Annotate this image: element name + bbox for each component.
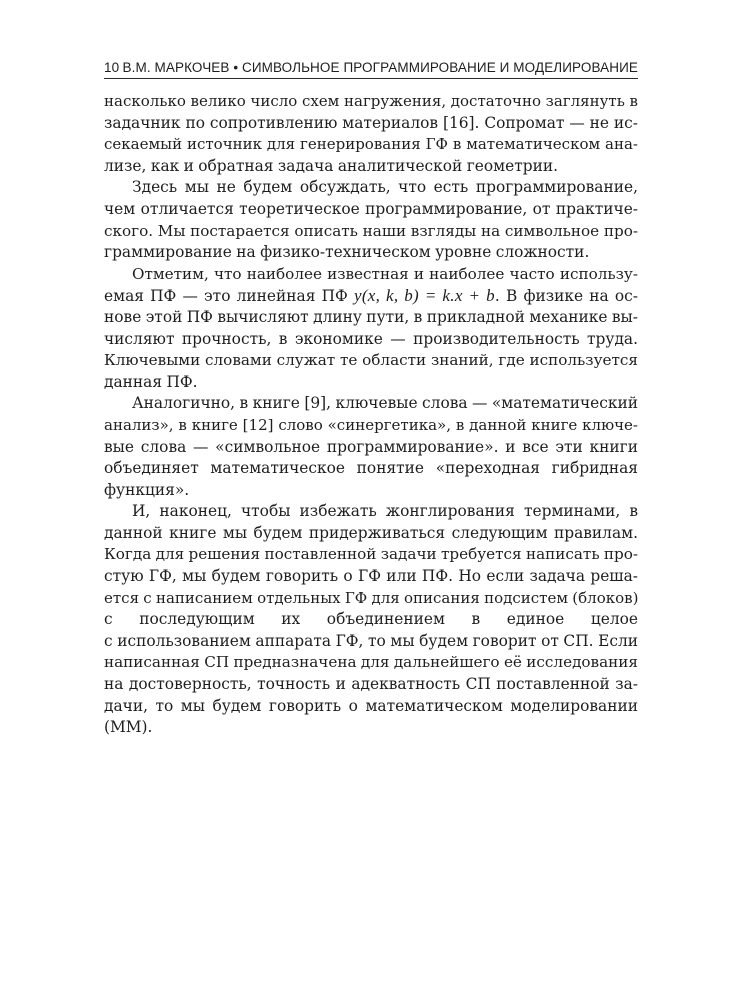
- running-head-title: В.М. МАРКОЧЕВ • СИМВОЛЬНОЕ ПРОГРАММИРОВАНИЕ И МОДЕЛИРОВАНИЕ: [122, 60, 638, 75]
- text-line: нове этой ПФ вычисляют длину пути, в прикладной механике вы-: [104, 307, 639, 326]
- paragraph-5: [104, 501, 638, 739]
- text-line: чем отличается теоретическое программирование, от практиче-: [104, 199, 638, 218]
- formula-line-text-before: емая ПФ — это линейная ПФ: [104, 287, 348, 306]
- text-line: с использованием аппарата ГФ, то мы будем говорит от СП. Если: [104, 631, 638, 650]
- text-line: анализ», в книге [12] слово «синергетика», в данной книге ключе-: [104, 415, 638, 434]
- paragraph-2: [104, 177, 638, 263]
- formula-line: [104, 285, 638, 307]
- text-line: Аналогично, в книге [9], ключевые слова — «математический: [132, 394, 638, 413]
- text-line: Отметим, что наиболее известная и наиболее часто использу-: [132, 264, 638, 283]
- text-line: И, наконец, чтобы избежать жонглирования терминами, в: [132, 502, 638, 521]
- linear-function-formula: y(x, k, b) = k.x + b: [353, 286, 495, 306]
- text-line: Ключевыми словами служат те области знаний, где используется: [104, 351, 638, 370]
- text-line: с последующим их объединением в единое целое: [104, 610, 638, 629]
- text-line: данная ПФ.: [104, 372, 198, 391]
- text-line: вые слова — «символьное программирование». и все эти книги: [104, 437, 638, 456]
- running-header: [104, 58, 638, 79]
- page-number: 10: [104, 60, 120, 75]
- text-line: (ММ).: [104, 718, 153, 737]
- paragraph-3: [104, 264, 638, 394]
- text-line: Здесь мы не будем обсуждать, что есть программирование,: [132, 178, 638, 197]
- text-line: секаемый источник для генерирования ГФ в математическом ана-: [104, 135, 638, 154]
- text-line: задачник по сопротивлению материалов [16]. Сопромат — не ис-: [104, 113, 638, 132]
- text-line: лизе, как и обратная задача аналитической геометрии.: [104, 156, 558, 175]
- text-line: ется с написанием отдельных ГФ для описания подсистем (блоков): [104, 588, 639, 607]
- paragraph-4: [104, 393, 638, 501]
- text-line: стую ГФ, мы будем говорить о ГФ или ПФ. Но если задача реша-: [104, 567, 638, 586]
- text-line: числяют прочность, в экономике — производительность труда.: [104, 329, 638, 348]
- text-line: на достоверность, точность и адекватность СП поставленной за-: [104, 675, 638, 694]
- formula-line-text-after: . В физике на ос-: [494, 287, 638, 306]
- text-line: дачи, то мы будем говорить о математическом моделировании: [104, 696, 638, 715]
- text-line: функция».: [104, 480, 190, 499]
- text-line: насколько велико число схем нагружения, достаточно заглянуть в: [104, 92, 638, 110]
- text-line: Когда для решения поставленной задачи требуется написать про-: [104, 545, 639, 564]
- body-text: [104, 91, 638, 739]
- text-line: ского. Мы постарается описать наши взгляды на символьное про-: [104, 221, 638, 240]
- paragraph-1: [104, 91, 638, 177]
- text-line: написанная СП предназначена для дальнейшего её исследования: [104, 653, 638, 672]
- text-line: данной книге мы будем придерживаться следующим правилам.: [104, 523, 638, 542]
- text-line: объединяет математическое понятие «переходная гибридная: [104, 459, 638, 478]
- text-line: граммирование на физико-техническом уровне сложности.: [104, 243, 590, 262]
